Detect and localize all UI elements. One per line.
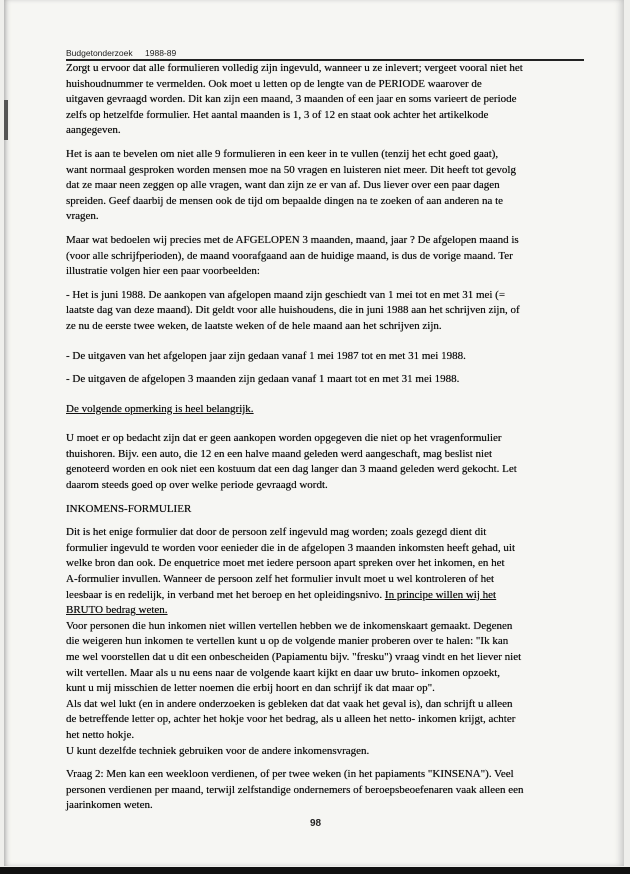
text-segment: personen verdienen per maand, terwijl zelfstandige ondernemers of beroepsbeoefenaren vaak alleen een: [66, 783, 524, 796]
text-segment: dat ze maar neen zeggen op alle vragen, want dan zijn ze er van af. Dus liever over een paar dagen: [66, 179, 500, 192]
text-line: [66, 123, 586, 139]
text-line: [66, 681, 586, 697]
text-line: [66, 233, 586, 249]
text-segment: Voor personen die hun inkomen niet willen vertellen hebben we de inkomenskaart gemaakt. Degenen: [66, 619, 513, 632]
header-years: 1988-89: [145, 48, 177, 58]
paragraph: [66, 147, 586, 225]
underlined-text: BRUTO bedrag weten.: [66, 604, 168, 617]
text-line: [66, 556, 586, 572]
text-line: [66, 572, 586, 588]
text-line: [66, 712, 586, 728]
text-line: [66, 697, 586, 713]
text-segment: illustratie volgen hier een paar voorbeelden:: [66, 265, 260, 278]
text-line: [66, 666, 586, 682]
paragraph: [66, 61, 586, 139]
page-number: 98: [310, 818, 322, 829]
text-line: [66, 372, 586, 388]
text-segment: daarom steeds goed op over welke periode gevraagd wordt.: [66, 479, 328, 492]
text-segment: huishoudnummer te vermelden. Ook moet u letten op de lengte van de PERIODE waarover de: [66, 77, 482, 90]
text-segment: aangegeven.: [66, 124, 121, 137]
text-segment: A-formulier invullen. Wanneer de persoon zelf het formulier invult moet u wel kontroleren of het: [66, 573, 495, 586]
text-line: [66, 650, 586, 666]
underlined-text: In principe willen wij het: [384, 588, 497, 601]
paragraph: [66, 349, 586, 365]
text-segment: jaarinkomen weten.: [66, 799, 153, 812]
text-segment: - Het is juni 1988. De aankopen van afgelopen maand zijn geschiedt van 1 mei tot en met 31 mei (=: [66, 288, 506, 301]
text-segment: die weigeren hun inkomen te vertellen kunt u op de volgende manier proberen over te halen: "Ik kan: [66, 635, 509, 648]
text-segment: - De uitgaven van het afgelopen jaar zijn gedaan vanaf 1 mei 1987 tot en met 31 mei 1988.: [66, 349, 466, 362]
text-line: [66, 209, 586, 225]
text-segment: genoteerd worden en ook niet een kostuum dat een dag langer dan 3 maand geleden werd gekocht. Let: [66, 463, 517, 476]
paragraph: [66, 525, 586, 759]
paragraph: [66, 431, 586, 493]
running-header: [66, 48, 584, 61]
text-line: [66, 319, 586, 335]
underlined-text: De volgende opmerking is heel belangrijk.: [66, 402, 254, 415]
text-segment: wilt vertellen. Maar als u nu eens naar de volgende kaart kijkt en daar uw bruto- inkomen opzoekt,: [66, 666, 501, 679]
text-segment: U kunt dezelfde techniek gebruiken voor de andere inkomensvragen.: [66, 744, 370, 757]
text-segment: - De uitgaven de afgelopen 3 maanden zijn gedaan vanaf 1 maart tot en met 31 mei 1988.: [66, 373, 460, 386]
text-segment: de betreffende letter op, achter het hokje voor het bedrag, als u alleen het netto- inkomen krijgt, achter: [66, 713, 516, 726]
text-line: [66, 767, 586, 783]
text-line: [66, 447, 586, 463]
text-segment: Vraag 2: Men kan een weekloon verdienen, of per twee weken (in het papiaments "KINSENA"). Veel: [66, 768, 514, 781]
text-segment: leesbaar is en redelijk, in verband met het beroep en het opleidingsnivo.: [66, 588, 385, 601]
text-segment: Als dat wel lukt (en in andere onderzoeken is gebleken dat dat vaak het geval is), dan schrijft u alleen: [66, 697, 513, 710]
text-segment: kunt u mij misschien de letter noemen die erbij hoort en dan schrijf ik dat maar op".: [66, 682, 435, 695]
text-segment: spreiden. Geef daarbij de mensen ook de tijd om bepaalde dingen na te zoeken of aan anderen na te: [66, 194, 504, 207]
text-line: [66, 603, 586, 619]
text-segment: me wel voorstellen dat u dit een onbescheiden (Papiamentu bijv. "fresku") vraag vindt en het liever niet: [66, 651, 522, 663]
text-line: [66, 402, 586, 418]
paragraph: [66, 372, 586, 388]
text-line: [66, 728, 586, 744]
text-line: [66, 525, 586, 541]
text-segment: (voor alle schrijfperioden), de maand voorafgaand aan de huidige maand, is dus de vorige maand. Ter: [66, 249, 513, 262]
text-line: [66, 462, 586, 478]
paragraph: [66, 502, 586, 518]
text-segment: want normaal gesproken worden mensen moe na 50 vragen en luisteren niet meer. Dit heeft tot gevolg: [66, 163, 516, 176]
text-segment: vragen.: [66, 210, 99, 223]
text-line: [66, 798, 586, 814]
document-body: [66, 61, 586, 822]
text-line: [66, 541, 586, 557]
paragraph: [66, 767, 586, 814]
text-segment: laatste dag van deze maand). Dit geldt voor alle huishoudens, die in juni 1988 aan het schrijven zijn, of: [66, 304, 520, 317]
text-line: [66, 249, 586, 265]
paragraph: [66, 402, 586, 418]
text-line: [66, 744, 586, 760]
text-line: [66, 588, 586, 604]
text-line: [66, 61, 586, 77]
text-line: [66, 502, 586, 518]
text-segment: Maar wat bedoelen wij precies met de AFGELOPEN 3 maanden, maand, jaar ? De afgelopen maand is: [66, 233, 519, 246]
text-line: [66, 264, 586, 280]
text-segment: uitgaven gevraagd worden. Dit kan zijn een maand, 3 maanden of een jaar en soms varieert de periode: [66, 93, 517, 106]
text-segment: INKOMENS-FORMULIER: [66, 502, 192, 515]
text-line: [66, 92, 586, 108]
text-line: [66, 108, 586, 124]
text-segment: welke bron dan ook. De enquetrice moet met iedere persoon apart spreken over het inkomen, en het: [66, 557, 505, 570]
text-line: [66, 147, 586, 163]
text-line: [66, 303, 586, 319]
text-line: [66, 349, 586, 365]
text-segment: het netto hokje.: [66, 728, 135, 741]
text-line: [66, 288, 586, 304]
scan-edge: [4, 100, 8, 140]
text-line: [66, 783, 586, 799]
text-segment: zelfs op hetzelfde formulier. Het aantal maanden is 1, 3 of 12 en staat ook achter het artikelkode: [66, 108, 489, 121]
text-segment: thuishoren. Bijv. een auto, die 12 en een halve maand geleden werd aangeschaft, mag beslist niet: [66, 447, 493, 460]
text-line: [66, 478, 586, 494]
text-segment: ze nu de eerste twee weken, de laatste weken of de hele maand aan het schrijven zijn.: [66, 319, 442, 332]
text-segment: U moet er op bedacht zijn dat er geen aankopen worden opgegeven die niet op het vragenformulier: [66, 432, 502, 445]
text-line: [66, 634, 586, 650]
paragraph: [66, 288, 586, 335]
text-segment: formulier ingevuld te worden voor eenieder die in de afgelopen 3 maanden inkomsten heeft gehad, uit: [66, 541, 516, 554]
paragraph: [66, 233, 586, 280]
text-line: [66, 77, 586, 93]
text-line: [66, 619, 586, 635]
text-segment: Dit is het enige formulier dat door de persoon zelf ingevuld mag worden; zoals gezegd dient dit: [66, 526, 487, 539]
text-line: [66, 194, 586, 210]
text-line: [66, 431, 586, 447]
scan-bottom-edge: [0, 867, 630, 874]
text-segment: Het is aan te bevelen om niet alle 9 formulieren in een keer in te vullen (tenzij het echt goed gaat),: [66, 147, 499, 160]
header-title: Budgetonderzoek: [66, 48, 133, 58]
text-line: [66, 163, 586, 179]
text-line: [66, 178, 586, 194]
text-segment: Zorgt u ervoor dat alle formulieren volledig zijn ingevuld, wanneer u ze inlevert; vergeet vooral niet het: [66, 62, 523, 74]
document-page: [4, 0, 624, 866]
